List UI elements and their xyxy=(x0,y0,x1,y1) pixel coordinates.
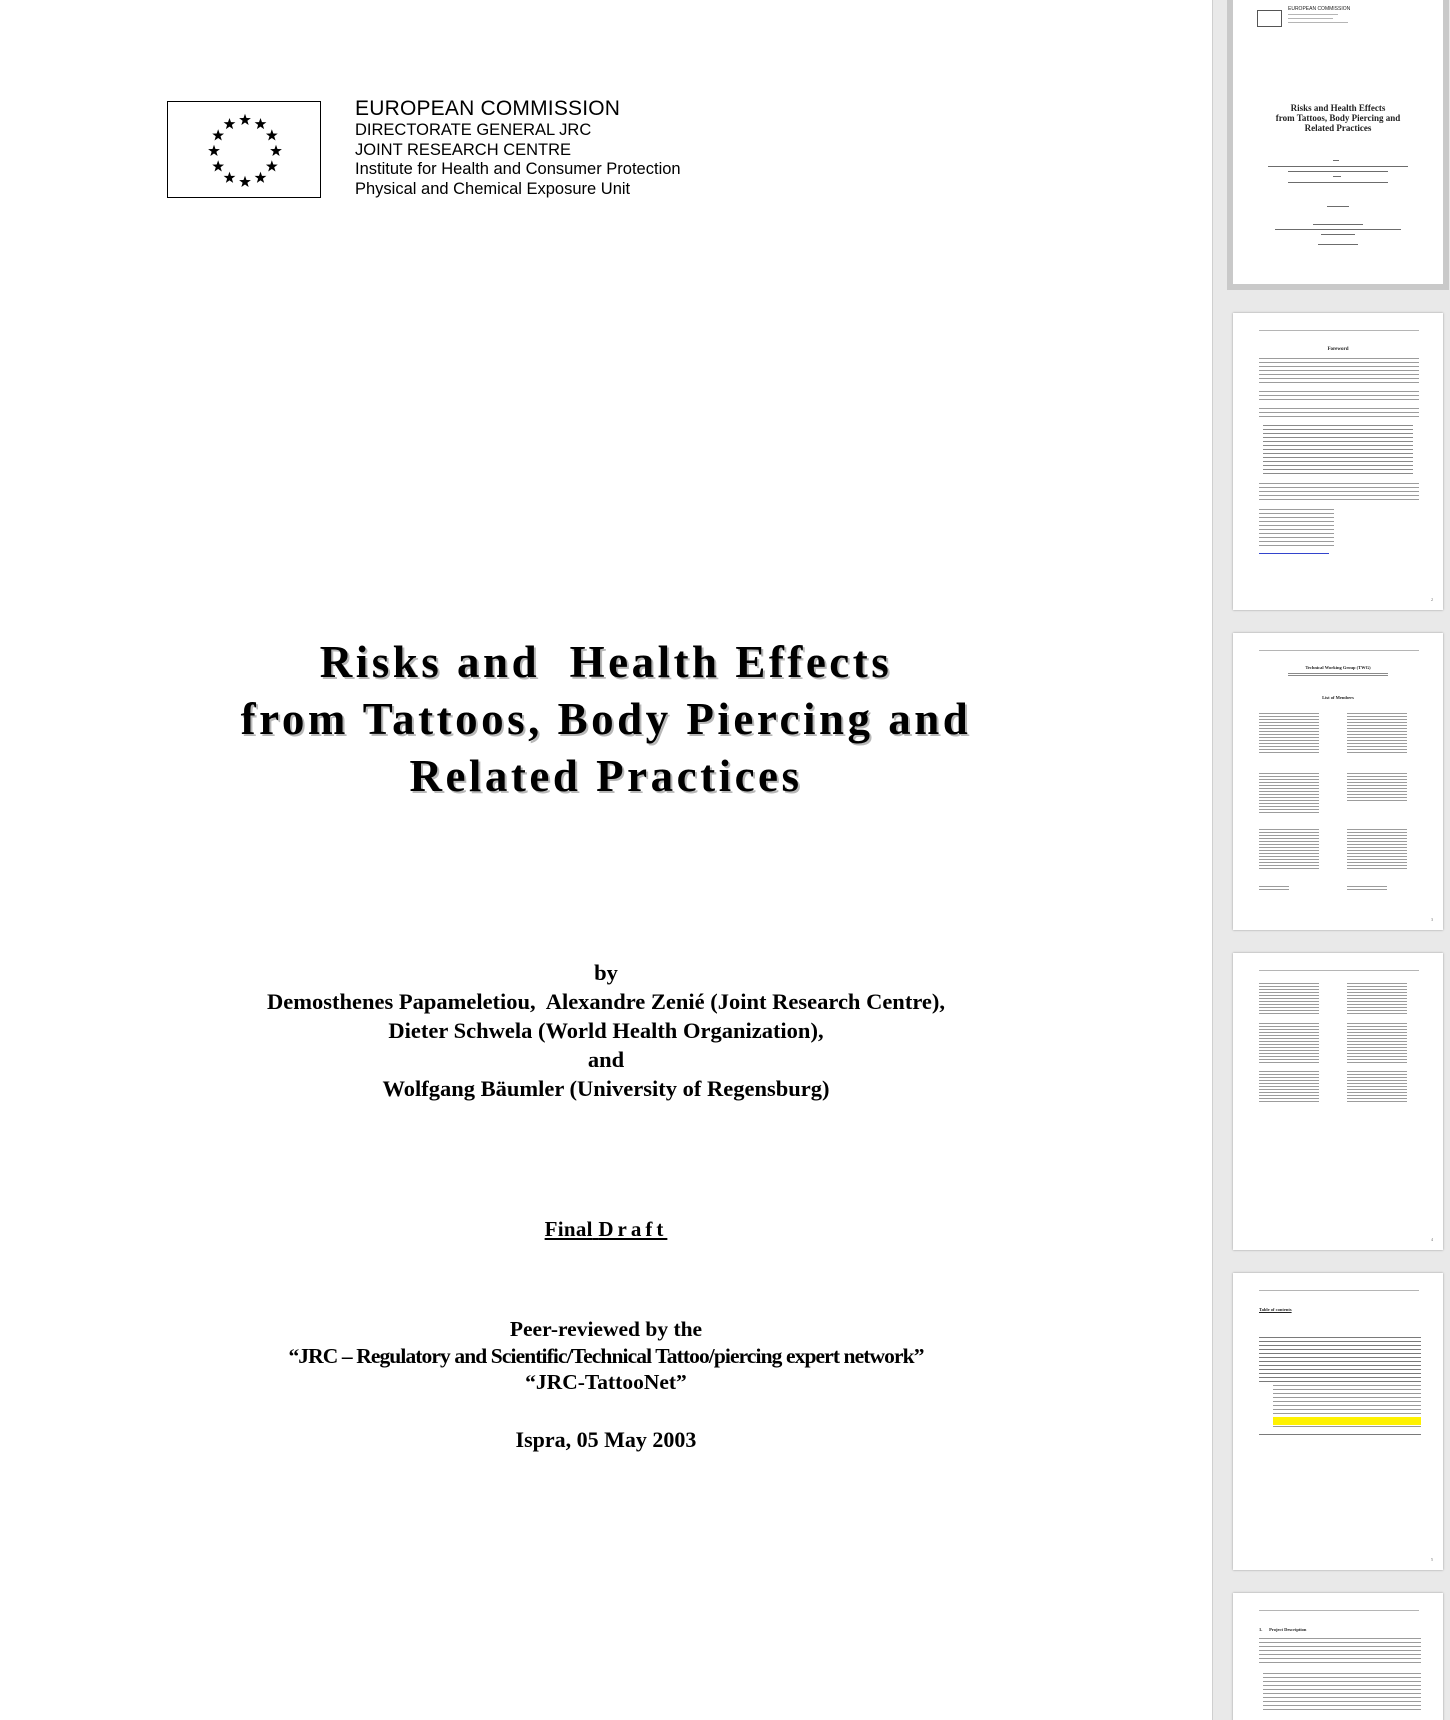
thumb-subheading: List of Members xyxy=(1322,695,1354,700)
thumbnail-page-2[interactable] xyxy=(1233,313,1443,610)
thumb-text-line xyxy=(1268,166,1408,167)
thumb-header-line xyxy=(1259,650,1419,651)
thumb-org-line xyxy=(1288,18,1333,19)
review-block xyxy=(100,1316,1112,1396)
thumb-title-line-3: Related Practices xyxy=(1304,123,1372,133)
thumb-text-line xyxy=(1333,176,1341,177)
by-label: by xyxy=(594,960,618,985)
thumb-toc-entries xyxy=(1273,1426,1421,1430)
thumb-eu-flag-icon xyxy=(1257,10,1282,27)
thumb-header-line xyxy=(1259,1290,1419,1291)
org-line-1: DIRECTORATE GENERAL JRC xyxy=(355,121,592,139)
thumb-text-line xyxy=(1333,160,1339,161)
org-line-2: JOINT RESEARCH CENTRE xyxy=(355,140,572,159)
org-name: EUROPEAN COMMISSION xyxy=(355,97,621,120)
thumb-page-number: 5 xyxy=(1431,1557,1433,1562)
thumb-page-number: 2 xyxy=(1431,597,1433,602)
thumb-member-col xyxy=(1259,773,1319,813)
thumb-member-col xyxy=(1347,1023,1407,1063)
thumb-page-number: 4 xyxy=(1431,1237,1433,1242)
thumb-text-line xyxy=(1318,244,1358,245)
page-thumbnail-sidebar[interactable] xyxy=(1212,0,1450,1720)
thumb-heading: 1. Project Description xyxy=(1259,1627,1307,1632)
thumb-bullet-list xyxy=(1263,425,1413,477)
thumb-member-col xyxy=(1347,1071,1407,1103)
thumb-bullet-list xyxy=(1263,1673,1421,1713)
authors-block xyxy=(100,958,1112,1103)
thumb-member-col xyxy=(1259,1023,1319,1063)
thumb-text-line xyxy=(1288,171,1388,172)
eu-star-icon xyxy=(266,160,278,171)
thumbnail-page-5[interactable] xyxy=(1233,1273,1443,1570)
thumb-member-col xyxy=(1259,713,1319,753)
thumb-link xyxy=(1259,553,1329,554)
title-line-3: Related Practices xyxy=(409,751,803,801)
authors-line-3: Wolfgang Bäumler (University of Regensburg) xyxy=(382,1076,830,1101)
and-label: and xyxy=(587,1047,625,1072)
thumb-title-line-1: Risks and Health Effects xyxy=(1290,103,1386,113)
organization-header xyxy=(355,97,775,199)
eu-star-icon xyxy=(212,160,224,171)
eu-star-icon xyxy=(239,176,251,187)
thumb-member-col xyxy=(1259,1071,1319,1103)
thumbnail-page-3[interactable] xyxy=(1233,633,1443,930)
thumb-member-col xyxy=(1347,773,1407,803)
thumb-text-line xyxy=(1288,182,1388,183)
eu-star-icon xyxy=(270,145,282,156)
draft-word-draft: Draft xyxy=(598,1217,668,1241)
thumb-member-col xyxy=(1347,886,1387,891)
org-line-4: Physical and Chemical Exposure Unit xyxy=(355,179,631,198)
thumb-member-col xyxy=(1259,886,1289,891)
thumb-header-line xyxy=(1259,1610,1419,1611)
thumb-title-line-2: from Tattoos, Body Piercing and xyxy=(1275,113,1401,123)
thumb-subheading-line xyxy=(1288,673,1388,677)
review-line-1: Peer-reviewed by the xyxy=(509,1317,703,1341)
thumb-toc-entries xyxy=(1273,1385,1421,1417)
thumb-contact-block xyxy=(1259,509,1334,549)
thumb-member-col xyxy=(1259,983,1319,1015)
thumb-member-col xyxy=(1347,983,1407,1015)
eu-star-icon xyxy=(255,172,267,183)
document-title xyxy=(120,634,1092,805)
thumbnail-page-1[interactable] xyxy=(1233,0,1443,284)
thumb-text-line xyxy=(1327,206,1349,207)
thumb-paragraph xyxy=(1259,358,1419,386)
eu-star-icon xyxy=(208,145,220,156)
thumb-text-line xyxy=(1321,234,1355,235)
thumb-header-line xyxy=(1259,330,1419,331)
title-line-1: Risks and Health Effects xyxy=(319,637,893,687)
thumb-text-line xyxy=(1313,224,1363,225)
review-line-2: “JRC – Regulatory and Scientific/Technical Tattoo/piercing expert network” xyxy=(288,1343,924,1368)
thumb-text-line xyxy=(1275,229,1401,230)
authors-line-2: Dieter Schwela (World Health Organization), xyxy=(388,1018,824,1043)
thumb-heading: Foreword xyxy=(1327,347,1349,352)
thumb-heading: Technical Working Group (TWG) xyxy=(1305,665,1371,670)
thumb-member-col xyxy=(1259,829,1319,869)
thumb-toc-entries xyxy=(1259,1337,1421,1383)
eu-star-icon xyxy=(224,172,236,183)
thumbnail-page-6[interactable] xyxy=(1233,1593,1443,1720)
eu-star-icon xyxy=(239,114,251,125)
review-line-3: “JRC-TattooNet” xyxy=(525,1370,687,1394)
draft-status xyxy=(100,1216,1112,1242)
authors-line-1: Demosthenes Papameletiou, Alexandre Zenié (Joint Research Centre), xyxy=(266,989,946,1014)
eu-star-icon xyxy=(212,129,224,140)
thumb-toc-highlight xyxy=(1273,1417,1421,1425)
thumb-member-col xyxy=(1347,829,1407,869)
thumb-paragraph xyxy=(1259,1638,1421,1666)
draft-word-final: Final xyxy=(544,1217,593,1241)
thumb-header-line xyxy=(1259,970,1419,971)
thumb-member-col xyxy=(1347,713,1407,753)
thumb-org-line xyxy=(1288,22,1348,23)
thumb-paragraph xyxy=(1259,408,1419,420)
thumb-paragraph xyxy=(1259,483,1419,503)
thumbnail-page-4[interactable] xyxy=(1233,953,1443,1250)
document-date: Ispra, 05 May 2003 xyxy=(515,1427,697,1452)
thumb-heading: Table of contents xyxy=(1259,1307,1292,1312)
eu-flag-logo xyxy=(167,101,321,198)
eu-star-icon xyxy=(255,118,267,129)
title-line-2: from Tattoos, Body Piercing and xyxy=(240,694,972,744)
org-line-3: Institute for Health and Consumer Protection xyxy=(355,160,681,178)
thumb-org-name: EUROPEAN COMMISSION xyxy=(1288,6,1351,12)
eu-star-icon xyxy=(266,129,278,140)
thumb-toc-entries xyxy=(1259,1434,1421,1435)
thumb-org-line xyxy=(1288,14,1338,15)
eu-star-icon xyxy=(224,118,236,129)
thumb-paragraph xyxy=(1259,391,1419,403)
thumb-page-number: 3 xyxy=(1431,917,1433,922)
